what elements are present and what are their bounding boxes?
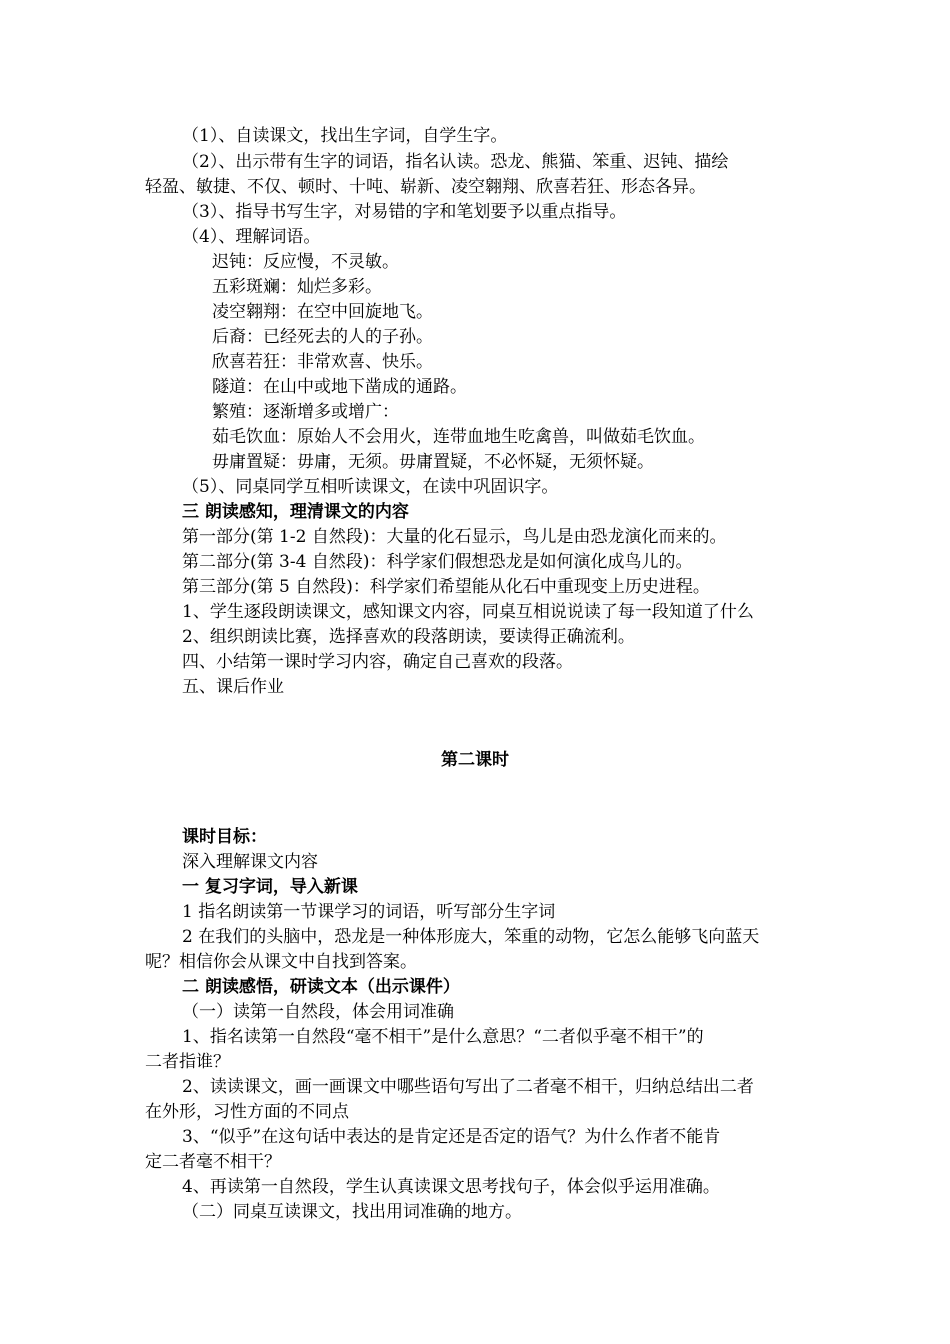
subsection-1: （一）读第一自然段，体会用词准确: [182, 1002, 454, 1022]
subsection-2: （二）同桌互读课文，找出用词准确的地方。: [182, 1202, 522, 1222]
step-1: （1）、自读课文，找出生字词，自学生字。: [182, 126, 508, 146]
step-5: （5）、同桌同学互相听读课文，在读中巩固识字。: [182, 477, 559, 497]
section-heading-3: 三 朗读感知，理清课文的内容: [182, 502, 409, 522]
step-2-line-2: 轻盈、敏捷、不仅、顿时、十吨、崭新、凌空翱翔、欣喜若狂、形态各异。: [145, 177, 706, 197]
part-3: 第三部分(第 5 自然段)：科学家们希望能从化石中重现变上历史进程。: [182, 577, 710, 597]
review-1: 1 指名朗读第一节课学习的词语，听写部分生字词: [182, 902, 556, 922]
question-1-line-2: 二者指谁？: [145, 1052, 230, 1072]
part-2: 第二部分(第 3-4 自然段)：科学家们假想恐龙是如何演化成鸟儿的。: [182, 552, 693, 572]
review-2-line-2: 呢？相信你会从课文中自找到答案。: [145, 952, 417, 972]
step-2-line-1: （2）、出示带有生字的词语，指名认读。恐龙、熊猫、笨重、迟钝、描绘: [182, 152, 729, 172]
lesson-2-title: 第二课时: [441, 750, 509, 770]
section-heading-5: 五、课后作业: [182, 677, 284, 697]
goal-text: 深入理解课文内容: [182, 852, 318, 872]
vocab-item: 毋庸置疑：毋庸，无须。毋庸置疑，不必怀疑，无须怀疑。: [212, 452, 654, 472]
question-2-line-2: 在外形，习性方面的不同点: [145, 1102, 349, 1122]
question-3-line-1: 3、“似乎”在这句话中表达的是肯定还是否定的语气？为什么作者不能肯: [182, 1127, 721, 1147]
question-2-line-1: 2、读读课文，画一画课文中哪些语句写出了二者毫不相干，归纳总结出二者: [182, 1077, 754, 1097]
vocab-item: 茹毛饮血：原始人不会用火，连带血地生吃禽兽，叫做茹毛饮血。: [212, 427, 705, 447]
review-2-line-1: 2 在我们的头脑中，恐龙是一种体形庞大，笨重的动物，它怎么能够飞向蓝天: [182, 927, 760, 947]
question-1-line-1: 1、指名读第一自然段“毫不相干”是什么意思？“二者似乎毫不相干”的: [182, 1027, 704, 1047]
section-heading-4: 四、小结第一课时学习内容，确定自己喜欢的段落。: [182, 652, 573, 672]
section-heading-1: 一 复习字词，导入新课: [182, 877, 358, 897]
vocab-item: 隧道：在山中或地下凿成的通路。: [212, 377, 467, 397]
vocab-item: 迟钝：反应慢，不灵敏。: [212, 252, 399, 272]
question-4: 4、再读第一自然段，学生认真读课文思考找句子，体会似乎运用准确。: [182, 1177, 720, 1197]
goal-label: 课时目标：: [182, 827, 267, 847]
vocab-item: 五彩斑斓：灿烂多彩。: [212, 277, 382, 297]
activity-1: 1、学生逐段朗读课文，感知课文内容，同桌互相说说读了每一段知道了什么: [182, 602, 754, 622]
section-heading-2: 二 朗读感悟，研读文本（出示课件）: [182, 977, 460, 997]
vocab-item: 后裔：已经死去的人的子孙。: [212, 327, 433, 347]
step-3: （3）、指导书写生字，对易错的字和笔划要予以重点指导。: [182, 202, 627, 222]
step-4: （4）、理解词语。: [182, 227, 321, 247]
activity-2: 2、组织朗读比赛，选择喜欢的段落朗读，要读得正确流利。: [182, 627, 635, 647]
vocab-item: 繁殖：逐渐增多或增广：: [212, 402, 399, 422]
part-1: 第一部分(第 1-2 自然段)：大量的化石显示，鸟儿是由恐龙演化而来的。: [182, 527, 727, 547]
vocab-item: 欣喜若狂：非常欢喜、快乐。: [212, 352, 433, 372]
question-3-line-2: 定二者毫不相干？: [145, 1152, 281, 1172]
vocab-item: 凌空翱翔：在空中回旋地飞。: [212, 302, 433, 322]
